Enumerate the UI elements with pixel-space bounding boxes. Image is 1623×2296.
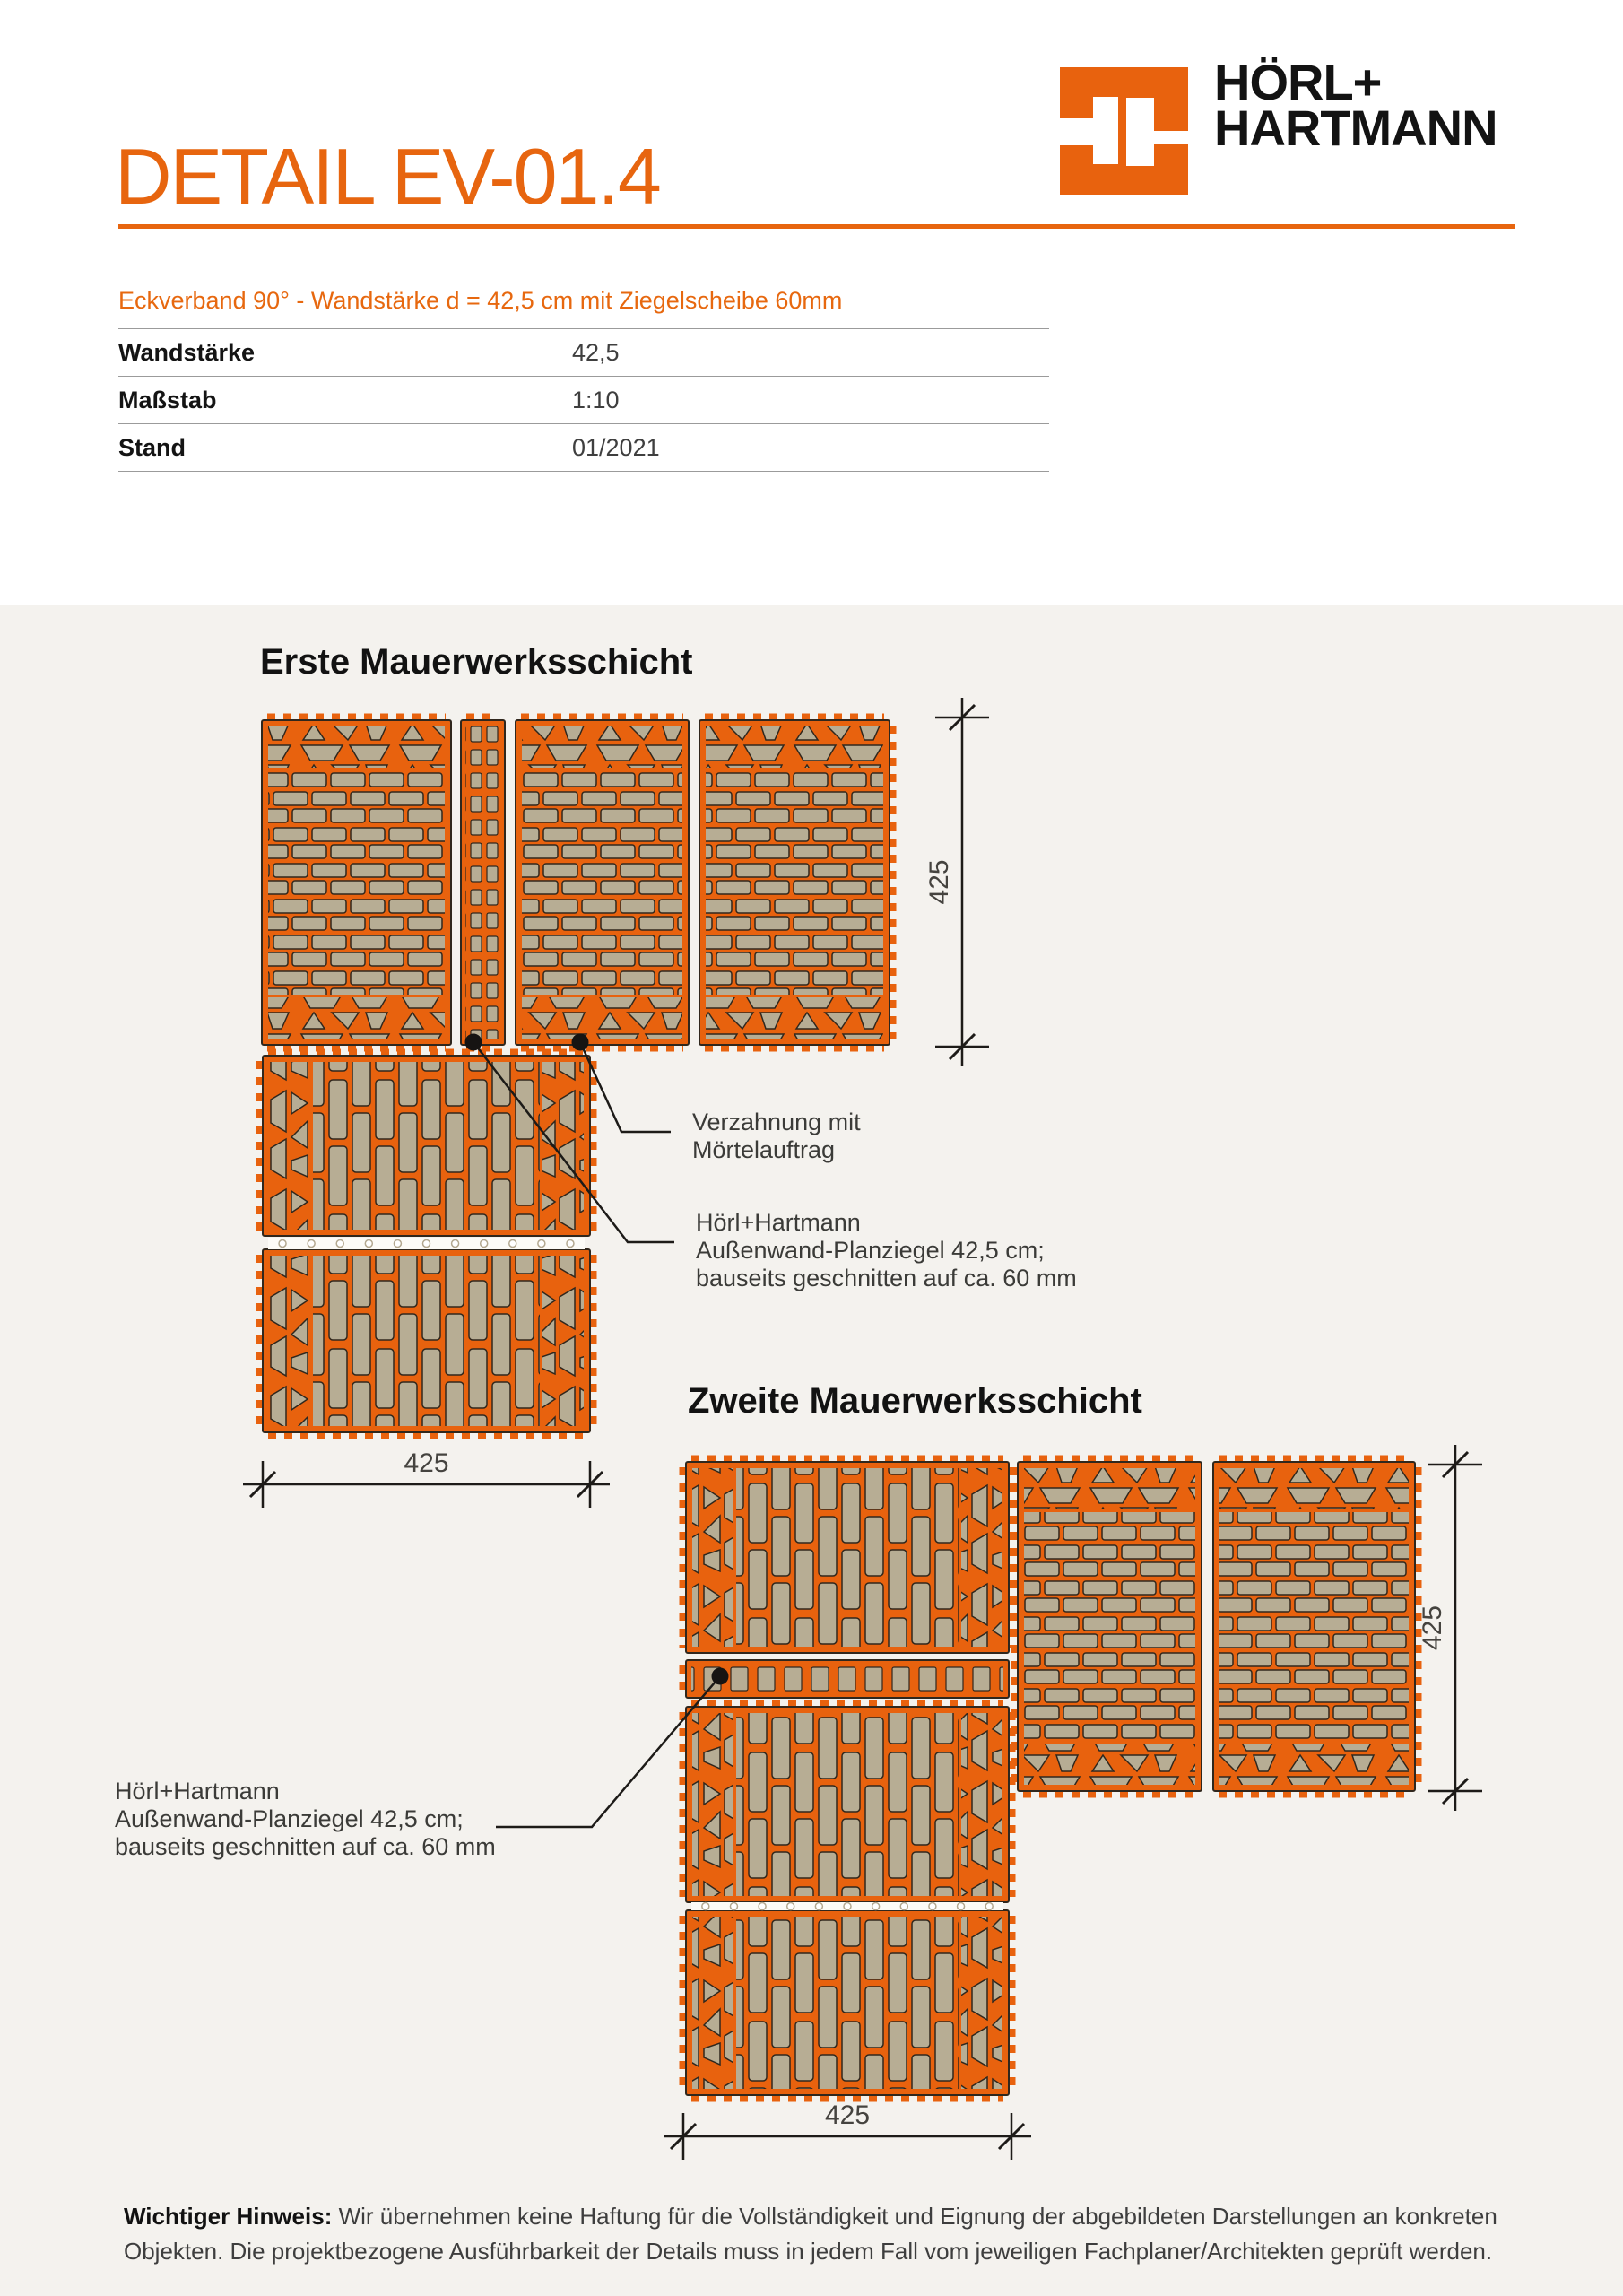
company-name-line1: HÖRL+ — [1214, 54, 1382, 110]
table-value: 01/2021 — [572, 433, 660, 461]
dimension-label: 425 — [1418, 1605, 1447, 1651]
dimension — [924, 698, 989, 1066]
table-label: Wandstärke — [118, 338, 256, 366]
diagram-title-second: Zweite Mauerwerksschicht — [688, 1381, 1142, 1421]
brick-block — [260, 1249, 593, 1435]
dimension — [1418, 1445, 1482, 1811]
brick-block — [516, 718, 689, 1048]
dimension-label: 425 — [404, 1448, 449, 1478]
brick-block — [683, 1660, 1009, 1698]
diagram-title-first: Erste Mauerwerksschicht — [260, 642, 693, 682]
brick-block — [683, 1704, 1011, 1902]
brick-block — [1213, 1459, 1418, 1794]
table-label: Maßstab — [118, 386, 217, 413]
company-name-line2: HARTMANN — [1214, 100, 1497, 156]
legal-note — [124, 2199, 1512, 2269]
dimension — [243, 1448, 610, 1508]
table-label: Stand — [118, 433, 187, 461]
annotation-planziegel-right: Hörl+Hartmann Außenwand-Planziegel 42,5 cm; bauseits geschnitten auf ca. 60 mm — [696, 1209, 1077, 1292]
leader-dot — [572, 1034, 589, 1051]
brick-block — [683, 1459, 1011, 1653]
legal-note-text: Wir übernehmen keine Haftung für die Vollständigkeit und Eignung der abgebildeten Darstellungen an konkreten Objekten. Die projektbezogene Ausführbarkeit der Details muss in jedem Fall vom jeweiligen Fachplaner/Architekten geprüft werden. — [124, 2203, 1497, 2265]
leader-line — [580, 1042, 671, 1132]
table-value: 42,5 — [572, 338, 620, 366]
leader-dot — [465, 1034, 482, 1051]
brick-block — [260, 1053, 593, 1236]
mortar-joint — [691, 1902, 1003, 1910]
brick-block — [683, 1910, 1011, 2098]
mortar-joint — [268, 1238, 585, 1249]
table-value: 1:10 — [572, 386, 620, 413]
brick-block — [699, 718, 892, 1048]
legal-note-label: Wichtiger Hinweis: — [124, 2203, 333, 2230]
annotation-planziegel-left: Hörl+Hartmann Außenwand-Planziegel 42,5 cm; bauseits geschnitten auf ca. 60 mm — [115, 1778, 496, 1860]
brick-block — [461, 718, 505, 1048]
page-title: DETAIL EV-01.4 — [115, 132, 660, 221]
leader-dot — [712, 1668, 729, 1685]
drawing-subtitle: Eckverband 90° - Wandstärke d = 42,5 cm mit Ziegelscheibe 60mm — [118, 287, 843, 314]
brick-block — [1015, 1459, 1202, 1794]
brick-block — [262, 718, 451, 1048]
annotation-verzahnung: Verzahnung mit Mörtelauftrag — [692, 1109, 861, 1163]
dimension-label: 425 — [824, 2100, 871, 2130]
dimension — [664, 2100, 1031, 2160]
dimension-label: 425 — [924, 859, 954, 905]
